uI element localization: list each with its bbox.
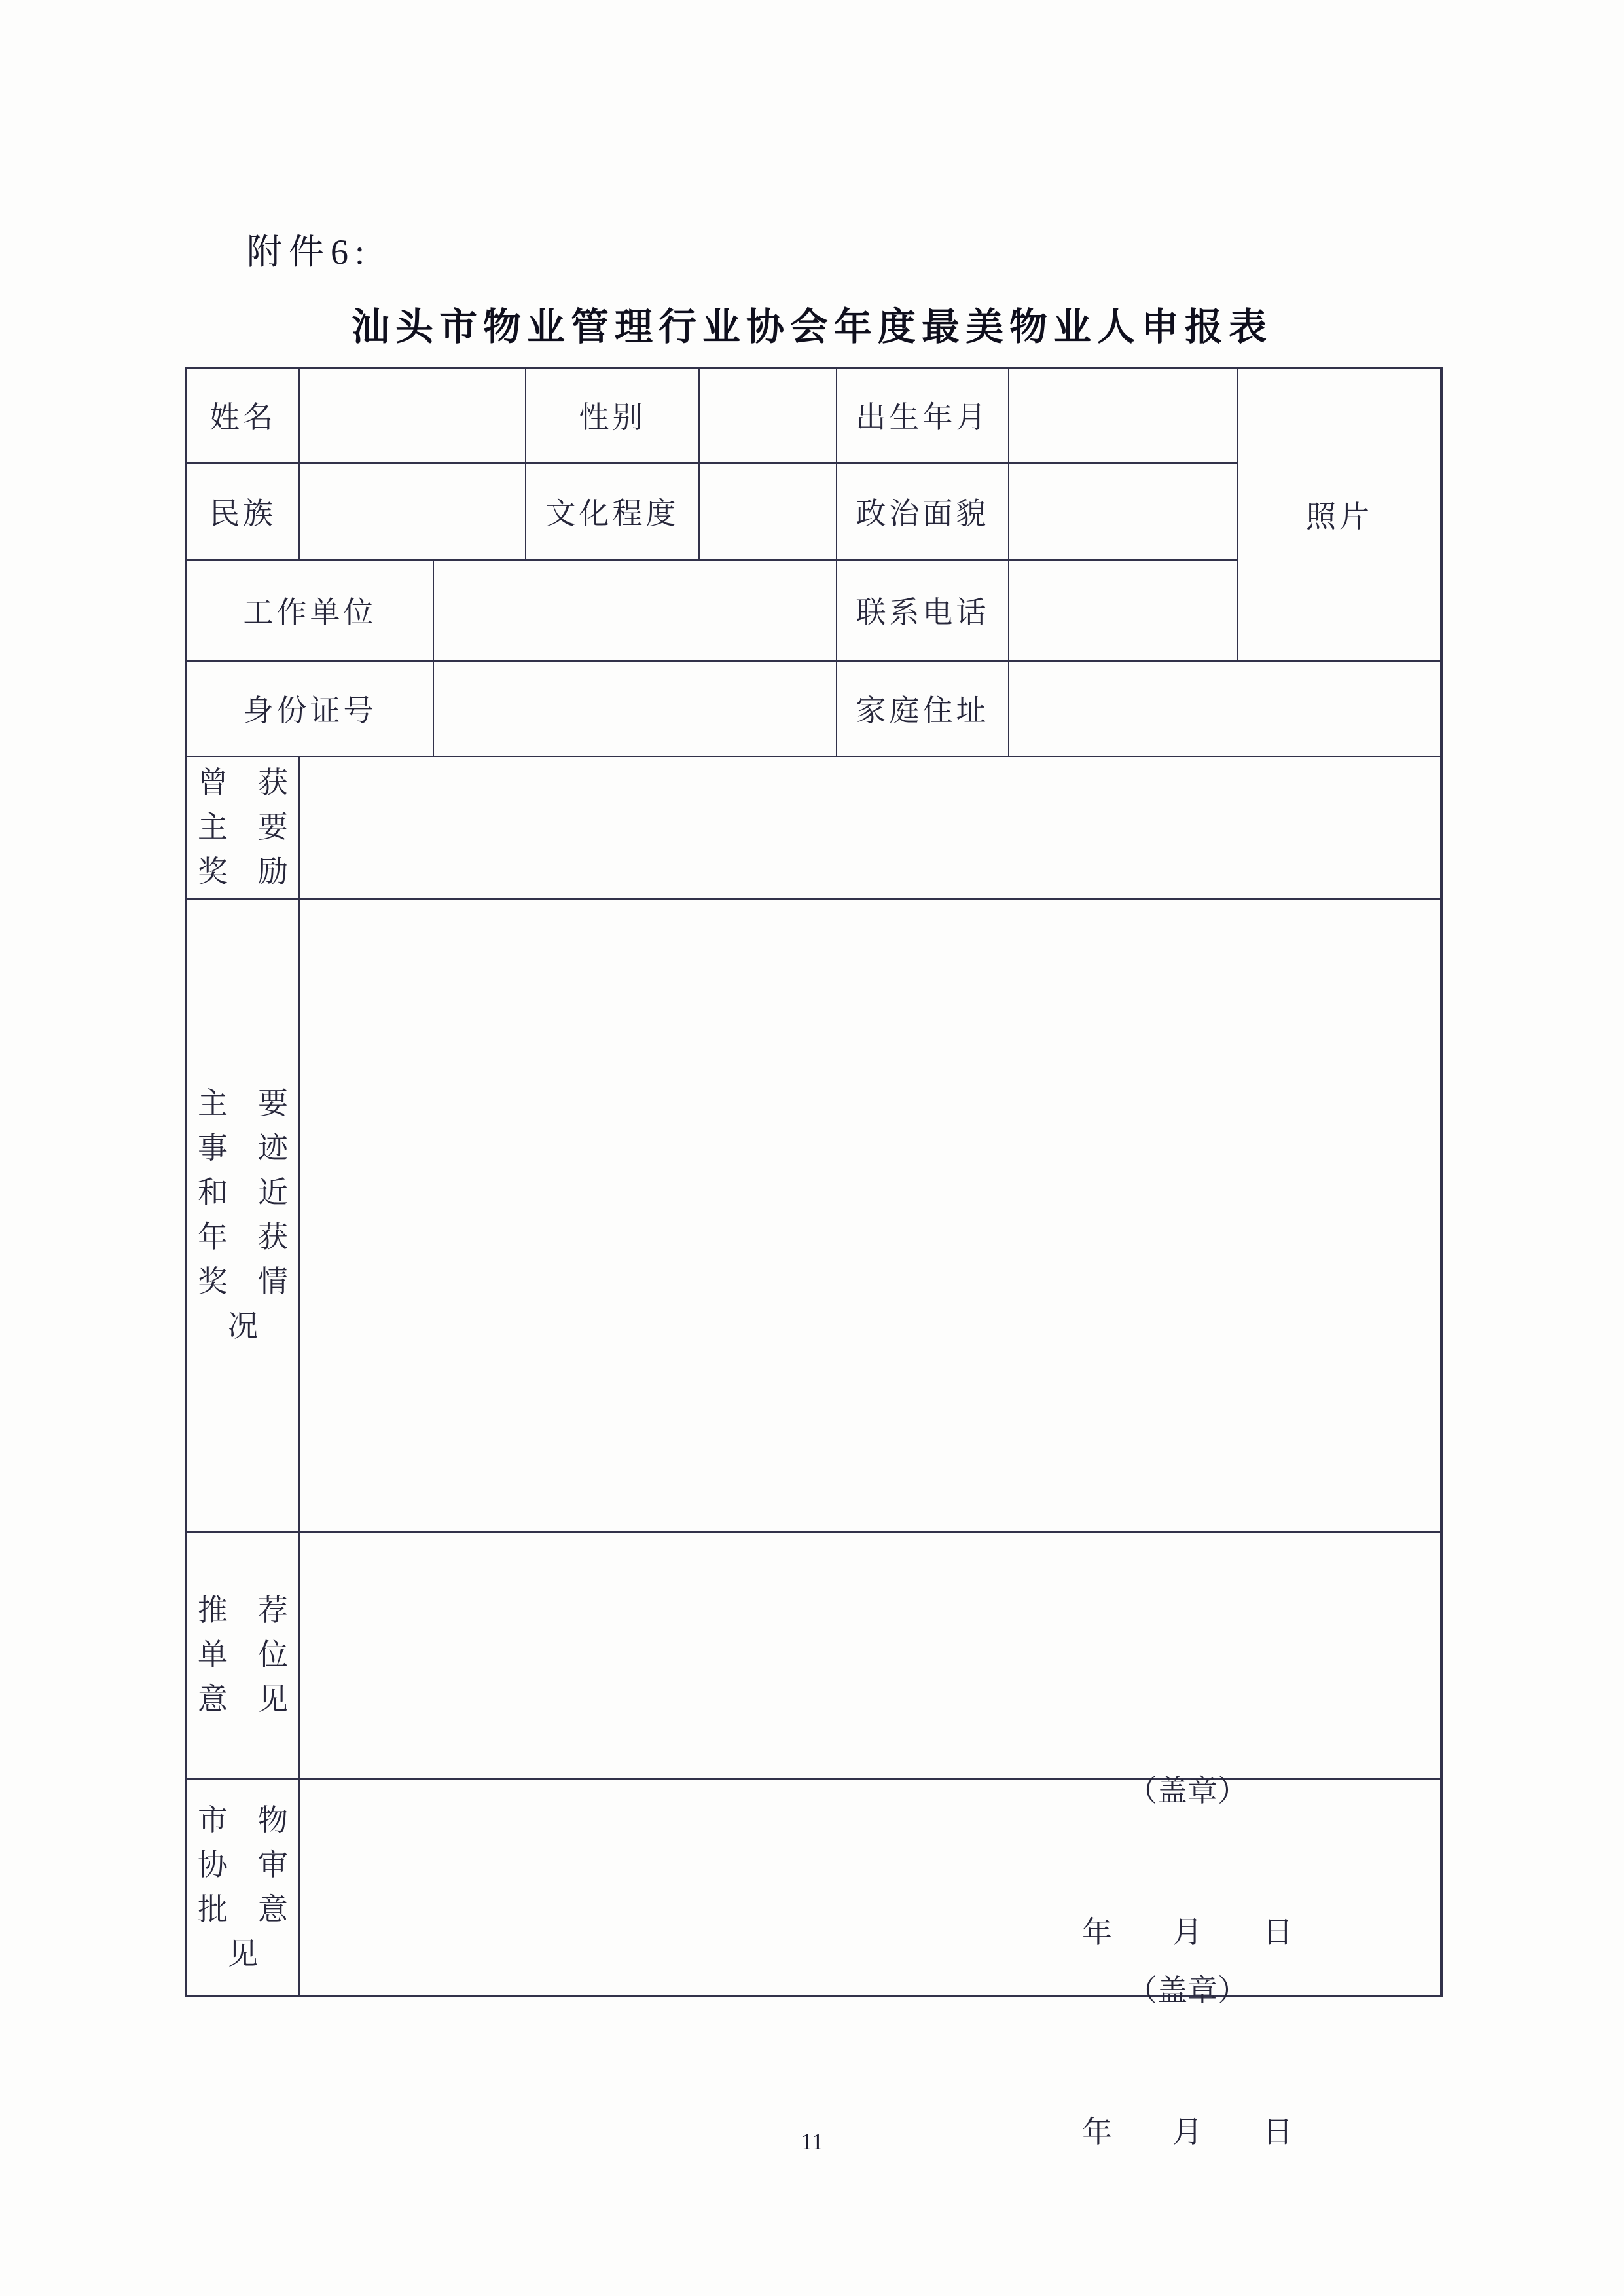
recommend-opinion-label [186,1531,299,1779]
employer-label: 工作单位 [186,560,433,661]
deeds-label-line: 况 [228,1309,258,1343]
recommend-seal-label: （盖章） [1127,1774,1248,1808]
phone-label: 联系电话 [837,560,1009,661]
political-status-field-cell [1009,462,1238,560]
page-number: 11 [801,2128,823,2155]
id-number-field-cell [433,661,837,756]
approval-label-line: 市 物 [198,1803,288,1837]
deeds-label-line: 事 迹 [198,1131,288,1165]
approval-date-line: 年 月 日 [1082,2115,1293,2149]
row-basic-1 [186,368,1441,462]
recommend-label-line: 意 见 [198,1683,288,1716]
row-approval-opinion [186,1779,1441,1996]
approval-label-line: 协 审 [198,1848,288,1882]
education-field-cell [699,462,837,560]
approval-label-line: 见 [228,1937,258,1971]
deeds-label-line: 主 要 [198,1086,288,1120]
deeds-label-line: 年 获 [198,1220,288,1254]
awards-label-line: 主 要 [198,810,288,844]
name-label: 姓名 [186,368,299,462]
deeds-label [186,898,299,1531]
recommend-opinion-field-cell [299,1531,1441,1949]
row-awards [186,756,1441,898]
approval-seal-label: （盖章） [1127,1973,1248,2007]
deeds-label-line: 奖 情 [198,1264,288,1298]
photo-cell: 照片 [1238,368,1441,661]
birth-date-field-cell [1009,368,1238,462]
attachment-label: 附件6: [247,232,372,272]
awards-label [186,756,299,898]
gender-label: 性别 [526,368,699,462]
ethnicity-field-cell [299,462,526,560]
awards-label-line: 奖 励 [198,854,288,888]
recommend-date-line: 年 月 日 [1082,1915,1293,1949]
phone-field-cell [1009,560,1238,661]
row-recommend-opinion [186,1531,1441,1779]
birth-date-label: 出生年月 [837,368,1009,462]
recommend-label-line: 推 荐 [198,1594,288,1627]
employer-field-cell [433,560,837,661]
awards-label-line: 曾 获 [198,765,288,799]
row-deeds [186,898,1441,1531]
ethnicity-label: 民族 [186,462,299,560]
recommend-label-line: 单 位 [198,1638,288,1671]
id-number-label: 身份证号 [186,661,433,756]
approval-opinion-label [186,1779,299,1996]
political-status-label: 政治面貌 [837,462,1009,560]
approval-label-line: 批 意 [198,1892,288,1926]
address-field-cell [1009,661,1441,756]
awards-field-cell [299,756,1441,898]
form-title: 汕头市物业管理行业协会年度最美物业人申报表 [351,306,1272,348]
gender-field-cell [699,368,837,462]
education-label: 文化程度 [526,462,699,560]
address-label: 家庭住址 [837,661,1009,756]
deeds-field-cell [299,898,1441,1531]
deeds-label-line: 和 近 [198,1175,288,1209]
approval-seal-date-block [1082,1873,1293,2250]
name-field-cell [299,368,526,462]
row-id-address [186,661,1441,756]
